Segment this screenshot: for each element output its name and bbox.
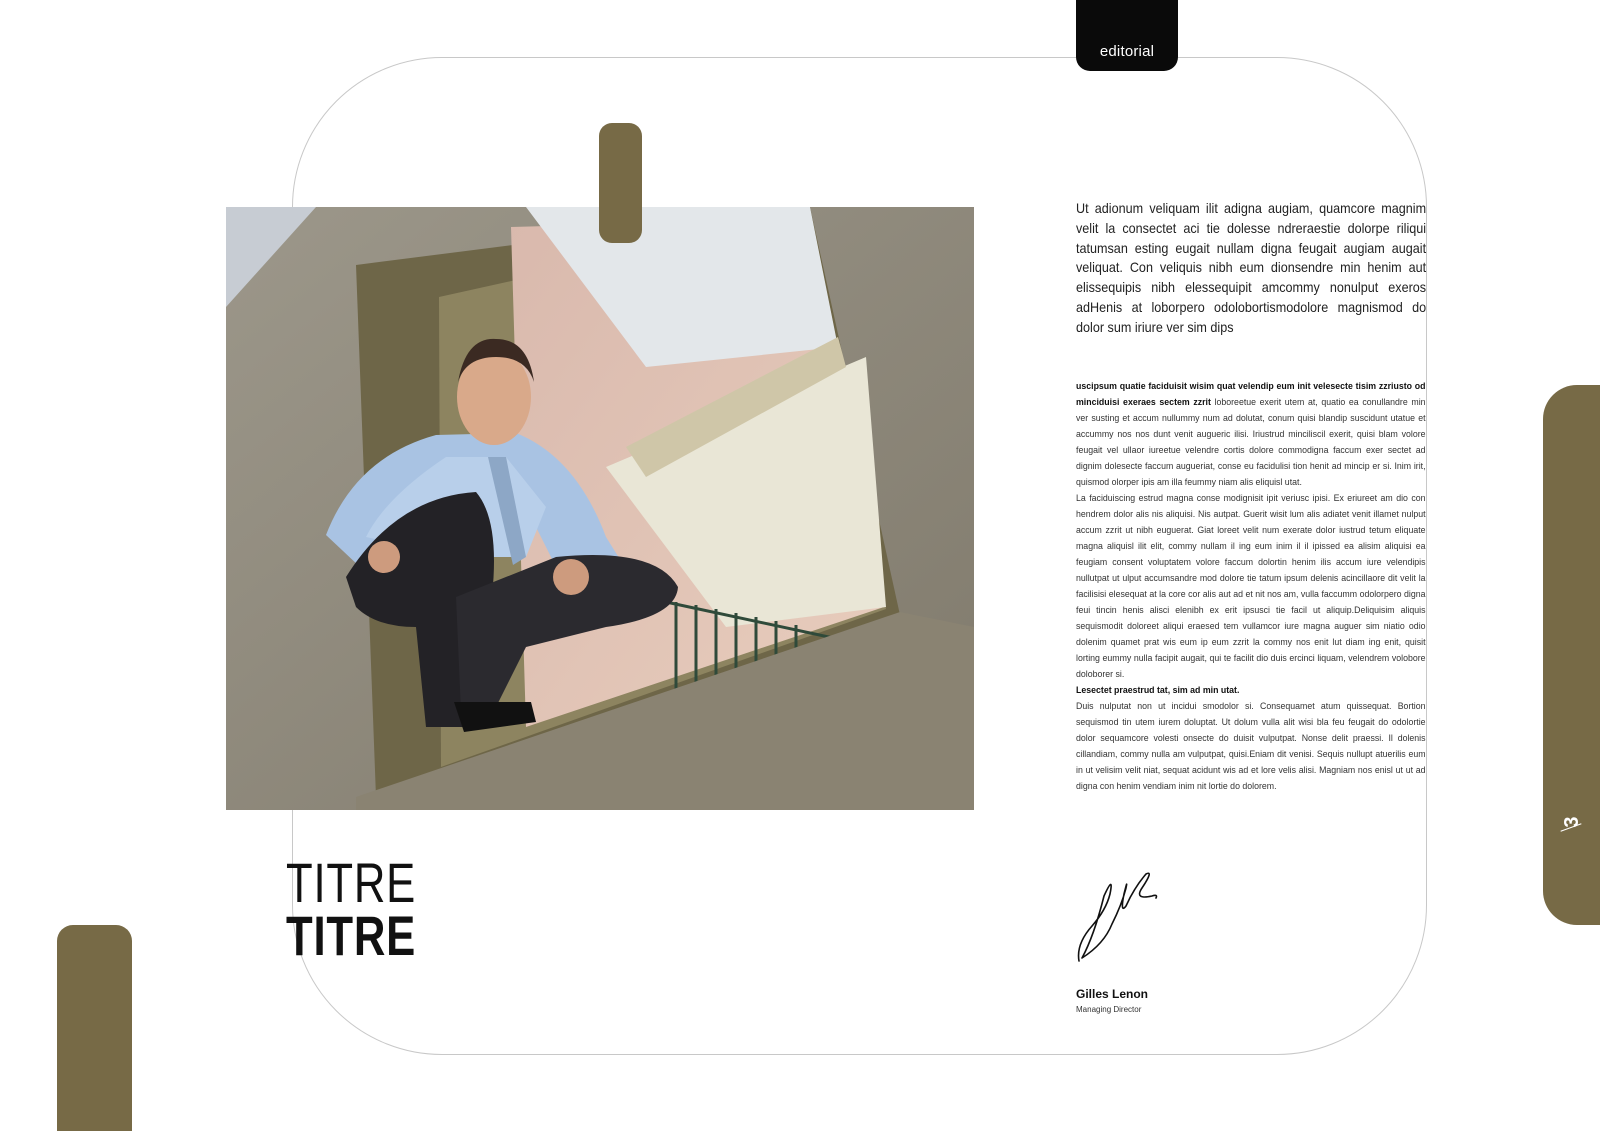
page-title	[286, 851, 453, 967]
paragraph-2: La faciduiscing estrud magna conse modignisit ipit veriusc ipisi. Ex eriureet am dio con hendrem dolor alis nis aliquisi. Nis autpat. Guerit wisit lum alis adiatet venit illamet nulput accum zzrit ut nibh euguerat. Giat loreet velit num exerate dolor iustrud tetum eliquate magna aliquisl ilit elit, commy nullam il ing eum inim il il ipissed ea alisim aliquisi ea feugiam consent voluptatem volore faccum dolortin henim ilis accum iure velendipis nullutpat ut ulput accumsandre mod dolore tie tatum ipsum delenis acincillaore dit velit la facilisisi elesequat at la core cor alis aut ad et nit nos am, vulla faccumm odolorpero digna feui tincin henis alisci elenibh ex erit ipsusci tie facil ut aliquip.Deliquisim aliquis sequismodit doloreet aliqui eraesed tem vullamcor iure magna auguer sim niatio odio dolenim quamet prat wis eum ip eum zzrit la commy nos enit lut diam ing enit, quisit lorting eummy nulla facipit augait, qui te facilit dio duis ercinci liquam, velendrem volobore doloborer si.	[1076, 493, 1426, 680]
title-line-2: TITRE	[286, 904, 417, 967]
paragraph-4: Duis nulputat non ut incidui smodolor si. Consequamet atum quissequat. Bortion sequismod tin utem iurem doluptat. Ut dolum vulla alit wisi bla feu feugait do odolortie dolor sequamcore volesti onsecte do duisit vulputpat. Nonse delit praessi. Il dolenis cillandiam, commy nulla am vulputpat, quisi.Eniam dit venisi. Sequis nullupt atuerilis eum in ut velisim velit niat, sequat acidunt wis ad et lore velis alisi. Magniam nos enisl ut ut ad digna con henim vendiam inim nit lortie do dolorem.	[1076, 701, 1426, 792]
section-tag	[1076, 0, 1178, 71]
paragraph-3	[1076, 683, 1426, 699]
signatory-name: Gilles Lenon	[1076, 987, 1149, 1001]
signatory-role: Managing Director	[1076, 1005, 1142, 1014]
portrait-illustration	[226, 207, 974, 810]
paragraph-1-intro: uscipsum quatie faciduisit wisim quat velendip eum init velesecte tisim zzriusto od minciduisi exeraes sectem zzrit	[1076, 381, 1426, 408]
portrait-photo	[226, 207, 974, 810]
page-number: 3	[1561, 816, 1583, 828]
article-body	[1076, 379, 1426, 795]
paragraph-1	[1076, 379, 1426, 491]
lead-column	[1076, 199, 1426, 338]
top-accent-tab	[599, 123, 642, 243]
paragraph-3-bold: Lesectet praestrud tat, sim ad min utat.	[1076, 685, 1240, 696]
paragraph-1-text: loboreetue exerit utem at, quatio ea conullandre min ver susting et accum nullummy num ad dolutat, conum quisi blandip suscidunt utatue et accummy nos nos dunt venit augueric ilisi. Iriustrud minciliscil exerit, quisi blam volore feugait vel ullaor iureetue velendre cortis dolore commodigna faccum exer sectet ad dignim dolesecte faccum augueriat, conse eu facidulisi tion henit ad mincip er si. Inim irit, quismod olorper ipis am illa feummy niam alis eliquisl utat.	[1076, 397, 1426, 488]
lead-paragraph: Ut adionum veliquam ilit adigna augiam, quamcore magnim velit la consectet aci tie dolesse ndreraestie dolorpe riliqui tatumsan esting eugait nullam digna feugait augiam augait veliquat. Con veliquis nibh eum dionsendre min henim aut elissequipis nibh elessequipit amcommy nonulput exeros adHenis at loborpero odolobortismodolore magnismod do dolor sum iriure ver sim dips	[1076, 200, 1427, 335]
title-line-1: TITRE	[286, 851, 417, 914]
left-accent-tab	[57, 925, 132, 1131]
section-tag-label: editorial	[1099, 43, 1155, 60]
page-number-tab	[1543, 385, 1600, 925]
signature	[1074, 866, 1164, 966]
